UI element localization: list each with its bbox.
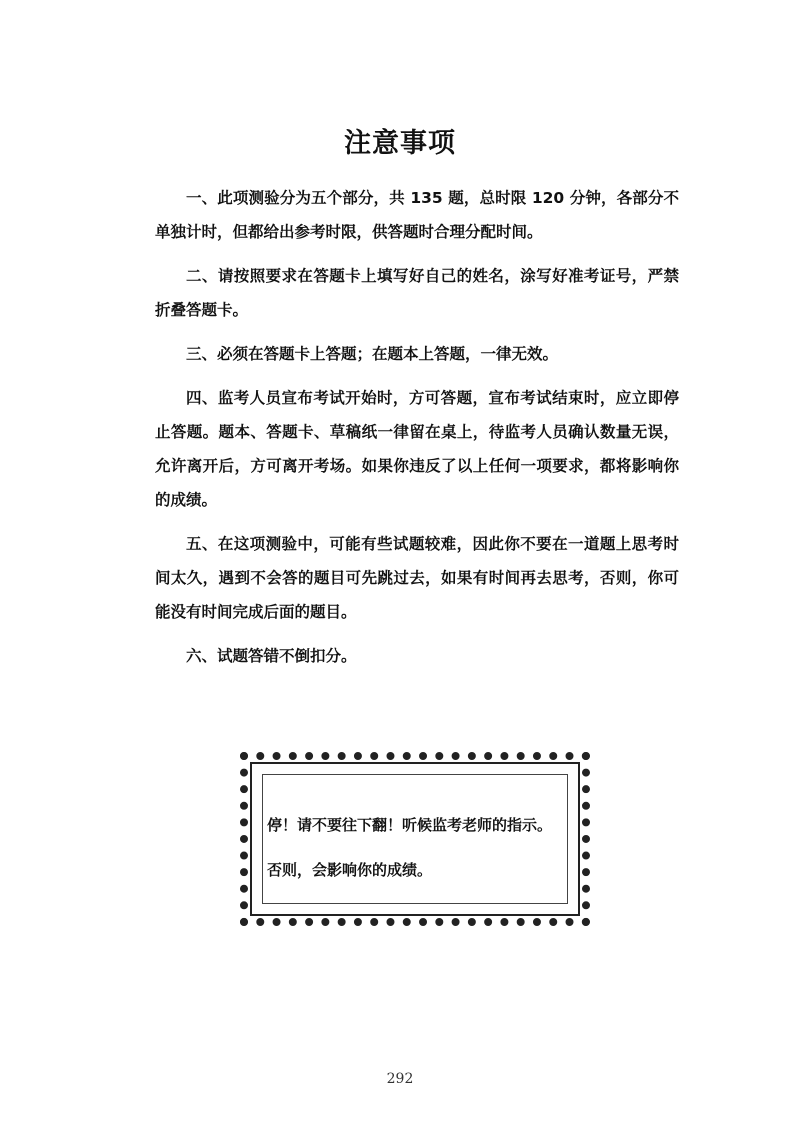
- stop-notice-line: 停！请不要往下翻！听候监考老师的指示。: [267, 816, 553, 834]
- instruction-item-6: 六、试题答错不倒扣分。: [186, 647, 357, 665]
- instruction-item-4: 四、监考人员宣布考试开始时，方可答题，宣布考试结束时，应立即停止答题。题本、答题卡、草稿纸一律留在桌上，待监考人员确认数量无误，允许离开后，方可离开考场。如果你违反了以上任何一项要求，都将影响你的成绩。: [155, 389, 679, 509]
- page-number: 292: [386, 1071, 414, 1087]
- instruction-item-2: 二、请按照要求在答题卡上填写好自己的姓名，涂写好准考证号，严禁折叠答题卡。: [155, 267, 679, 319]
- notice-warning-line: 否则，会影响你的成绩。: [267, 861, 433, 879]
- stop-notice-box: [240, 752, 590, 926]
- notice-inner-frame: [262, 774, 568, 904]
- instruction-item-3: 三、必须在答题卡上答题；在题本上答题，一律无效。: [186, 345, 559, 363]
- page-title: 注意事项: [344, 128, 456, 159]
- instructions-body: [155, 181, 679, 683]
- instruction-item-1: 一、此项测验分为五个部分，共 135 题，总时限 120 分钟，各部分不单独计时，但都给出参考时限，供答题时合理分配时间。: [155, 189, 679, 241]
- instruction-item-5: 五、在这项测验中，可能有些试题较难，因此你不要在一道题上思考时间太久，遇到不会答的题目可先跳过去，如果有时间再去思考，否则，你可能没有时间完成后面的题目。: [155, 535, 679, 621]
